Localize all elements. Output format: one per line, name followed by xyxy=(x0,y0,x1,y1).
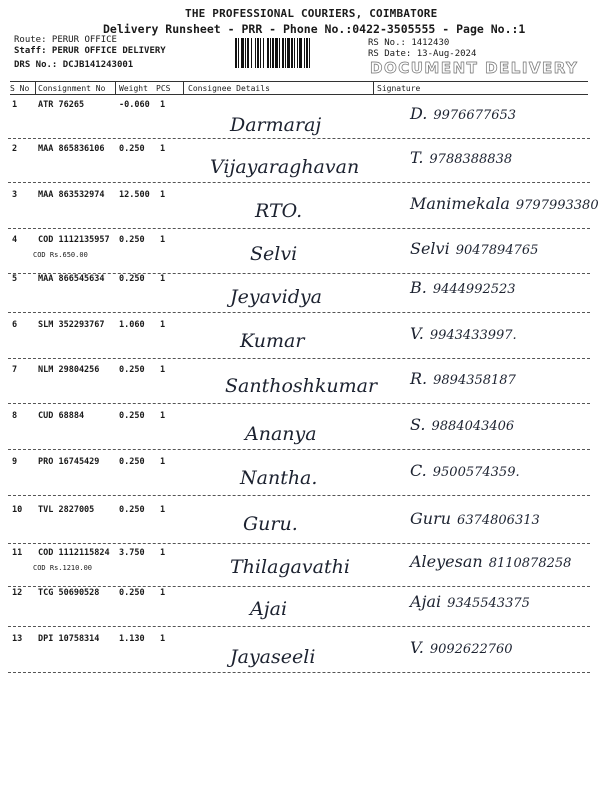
document-delivery-stamp: DOCUMENT DELIVERY xyxy=(370,59,579,77)
col-header-sno: S No xyxy=(10,84,30,93)
route-label: Route: PERUR OFFICE xyxy=(14,35,117,45)
staff-label: Staff: PERUR OFFICE DELIVERY xyxy=(14,46,166,56)
table-row xyxy=(0,233,600,277)
row-separator xyxy=(8,449,590,450)
row-consignment-no: NLM 29804256 xyxy=(38,365,100,375)
signature-mark: Guru xyxy=(410,509,452,528)
row-consignment-no: TCG 50690528 xyxy=(38,588,100,598)
drs-number: DRS No.: DCJB141243001 xyxy=(14,60,134,70)
table-row xyxy=(0,98,600,142)
row-pcs: 1 xyxy=(160,411,166,421)
row-separator xyxy=(8,312,590,313)
col-divider xyxy=(183,82,184,94)
row-signature xyxy=(410,324,517,343)
rs-number: RS No.: 1412430 xyxy=(368,38,450,48)
row-separator xyxy=(8,495,590,496)
row-consignee-name: Darmaraj xyxy=(230,114,322,136)
row-signature xyxy=(410,239,538,258)
row-consignment-no: MAA 866545634 xyxy=(38,274,105,284)
row-sno: 12 xyxy=(12,588,23,598)
table-row xyxy=(0,142,600,186)
signature-mark: Ajai xyxy=(410,592,442,611)
row-separator xyxy=(8,358,590,359)
row-signature xyxy=(410,194,599,213)
signature-mark: S. xyxy=(410,415,426,434)
row-consignee-name: Vijayaraghavan xyxy=(210,156,360,178)
row-signature xyxy=(410,552,571,571)
row-pcs: 1 xyxy=(160,365,166,375)
row-consignment-no: TVL 2827005 xyxy=(38,505,95,515)
row-signature xyxy=(410,104,516,123)
col-divider xyxy=(115,82,116,94)
table-row xyxy=(0,188,600,232)
row-separator xyxy=(8,626,590,627)
row-weight: 0.250 xyxy=(119,144,145,154)
row-pcs: 1 xyxy=(160,235,166,245)
col-header-consignee: Consignee Details xyxy=(188,84,270,93)
signature-mark: C. xyxy=(410,461,427,480)
row-sno: 8 xyxy=(12,411,18,421)
row-sno: 2 xyxy=(12,144,18,154)
row-signature xyxy=(410,461,520,480)
signature-phone: 9500574359. xyxy=(432,465,520,480)
signature-phone: 8110878258 xyxy=(488,556,572,571)
row-consignee-name: Thilagavathi xyxy=(230,556,350,578)
row-signature xyxy=(410,278,516,297)
signature-phone: 9047894765 xyxy=(455,243,539,258)
row-pcs: 1 xyxy=(160,274,166,284)
row-cod-amount: COD Rs.1210.00 xyxy=(33,564,93,572)
col-header-consignment: Consignment No xyxy=(38,84,106,93)
row-pcs: 1 xyxy=(160,190,166,200)
row-weight: 0.250 xyxy=(119,505,145,515)
row-consignee-name: Selvi xyxy=(250,243,298,265)
runsheet-title: Delivery Runsheet - PRR - Phone No.:0422-3505555 - Page No.:1 xyxy=(103,22,526,36)
signature-phone: 9444992523 xyxy=(432,282,516,297)
table-row xyxy=(0,586,600,630)
row-weight: 3.750 xyxy=(119,548,145,558)
header-top-rule xyxy=(10,81,588,82)
row-pcs: 1 xyxy=(160,548,166,558)
row-weight: 0.250 xyxy=(119,365,145,375)
signature-phone: 9092622760 xyxy=(429,642,513,657)
row-sno: 1 xyxy=(12,100,18,110)
table-row xyxy=(0,455,600,499)
signature-phone: 9797993380 xyxy=(515,198,599,213)
signature-mark: Selvi xyxy=(410,239,450,258)
row-sno: 13 xyxy=(12,634,23,644)
signature-mark: R. xyxy=(410,369,428,388)
table-row xyxy=(0,409,600,453)
row-sno: 4 xyxy=(12,235,18,245)
row-weight: -0.060 xyxy=(119,100,150,110)
row-pcs: 1 xyxy=(160,505,166,515)
row-sno: 5 xyxy=(12,274,18,284)
barcode xyxy=(235,38,313,68)
row-sno: 10 xyxy=(12,505,23,515)
row-separator xyxy=(8,138,590,139)
row-separator xyxy=(8,672,590,673)
signature-phone: 9884043406 xyxy=(431,419,515,434)
signature-phone: 9976677653 xyxy=(433,108,517,123)
signature-mark: T. xyxy=(410,148,424,167)
row-consignment-no: ATR 76265 xyxy=(38,100,85,110)
table-row xyxy=(0,503,600,547)
row-consignee-name: Jayaseeli xyxy=(230,646,316,668)
signature-mark: V. xyxy=(410,638,424,657)
row-signature xyxy=(410,509,540,528)
row-consignment-no: MAA 865836106 xyxy=(38,144,105,154)
row-weight: 1.130 xyxy=(119,634,145,644)
row-signature xyxy=(410,415,514,434)
row-signature xyxy=(410,148,512,167)
row-weight: 0.250 xyxy=(119,457,145,467)
signature-mark: Aleyesan xyxy=(410,552,483,571)
row-consignment-no: MAA 863532974 xyxy=(38,190,105,200)
row-sno: 6 xyxy=(12,320,18,330)
rs-date: RS Date: 13-Aug-2024 xyxy=(368,49,477,59)
row-signature xyxy=(410,369,516,388)
row-separator xyxy=(8,182,590,183)
row-signature xyxy=(410,638,513,657)
signature-phone: 9943433997. xyxy=(429,328,517,343)
row-consignee-name: RTO. xyxy=(255,200,303,222)
col-header-signature: Signature xyxy=(377,84,421,93)
row-sno: 11 xyxy=(12,548,23,558)
table-row xyxy=(0,632,600,676)
row-consignment-no: PRO 16745429 xyxy=(38,457,100,467)
signature-mark: B. xyxy=(410,278,427,297)
signature-phone: 6374806313 xyxy=(457,513,540,528)
row-consignment-no: COD 1112115824 xyxy=(38,548,110,558)
row-consignee-name: Kumar xyxy=(240,330,305,352)
row-consignee-name: Nantha. xyxy=(240,467,318,489)
row-weight: 0.250 xyxy=(119,274,145,284)
signature-phone: 9345543375 xyxy=(447,596,530,611)
col-divider xyxy=(35,82,36,94)
col-header-pcs: PCS xyxy=(156,84,171,93)
table-row xyxy=(0,546,600,590)
row-cod-amount: COD Rs.650.00 xyxy=(33,251,88,259)
row-consignment-no: COD 1112135957 xyxy=(38,235,110,245)
row-separator xyxy=(8,543,590,544)
row-pcs: 1 xyxy=(160,320,166,330)
row-weight: 0.250 xyxy=(119,235,145,245)
row-consignment-no: DPI 10758314 xyxy=(38,634,100,644)
row-sno: 7 xyxy=(12,365,18,375)
row-weight: 1.060 xyxy=(119,320,145,330)
signature-mark: D. xyxy=(410,104,428,123)
row-consignee-name: Jeyavidya xyxy=(230,286,322,308)
row-consignee-name: Guru. xyxy=(243,513,298,535)
table-row xyxy=(0,363,600,407)
row-pcs: 1 xyxy=(160,457,166,467)
row-pcs: 1 xyxy=(160,100,166,110)
signature-mark: Manimekala xyxy=(410,194,510,213)
signature-phone: 9894358187 xyxy=(433,373,516,388)
table-row xyxy=(0,272,600,316)
row-pcs: 1 xyxy=(160,588,166,598)
row-separator xyxy=(8,403,590,404)
signature-phone: 9788388838 xyxy=(429,152,513,167)
row-consignment-no: SLM 352293767 xyxy=(38,320,105,330)
col-divider xyxy=(373,82,374,94)
col-header-weight: Weight xyxy=(119,84,148,93)
row-consignee-name: Santhoshkumar xyxy=(225,375,378,397)
row-pcs: 1 xyxy=(160,144,166,154)
row-weight: 0.250 xyxy=(119,588,145,598)
row-sno: 9 xyxy=(12,457,18,467)
company-name: THE PROFESSIONAL COURIERS, COIMBATORE xyxy=(185,7,438,20)
row-consignment-no: CUD 68884 xyxy=(38,411,85,421)
header-bottom-rule xyxy=(10,94,588,95)
table-row xyxy=(0,318,600,362)
row-pcs: 1 xyxy=(160,634,166,644)
row-separator xyxy=(8,228,590,229)
row-weight: 0.250 xyxy=(119,411,145,421)
row-weight: 12.500 xyxy=(119,190,150,200)
row-sno: 3 xyxy=(12,190,18,200)
row-consignee-name: Ajai xyxy=(250,598,288,620)
row-signature xyxy=(410,592,530,611)
row-consignee-name: Ananya xyxy=(245,423,317,445)
signature-mark: V. xyxy=(410,324,424,343)
